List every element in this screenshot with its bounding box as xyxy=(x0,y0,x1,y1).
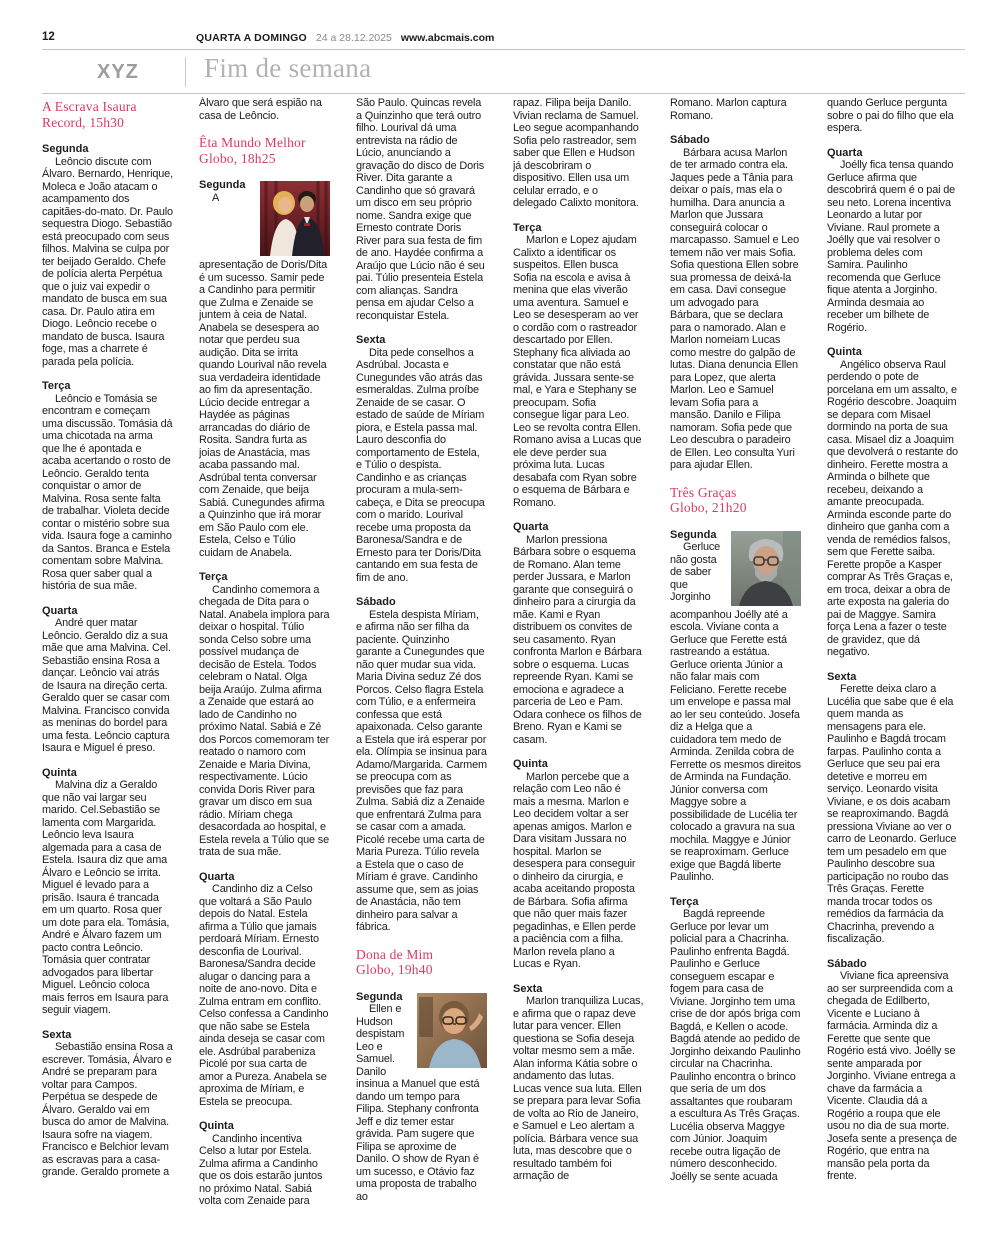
synopsis-text: Ferette deixa claro a Lucélia que sabe que é ela quem manda as mensagens para ele. Paulinho e Bagdá trocam farpas. Paulinho conta a Gerluce que seu pai era detetive e morreu em serviço. Leonardo visita Viviane, e os dois acabam se reaproximando. Bagdá pressiona Viviane ao ver o carro de Leonardo. Gerluce tem um pesadelo em que Paulinho descobre sua participação no roubo das Três Graças. Ferette manda trocar todos os remédios da farmácia da Chacrinha, prevendo a fiscalização. xyxy=(827,683,957,945)
synopsis-paragraph xyxy=(513,771,644,971)
masthead-website: www.abcmais.com xyxy=(400,32,495,44)
show-channel-time: Record, 15h30 xyxy=(42,114,125,130)
page-number: 12 xyxy=(42,31,55,43)
day-heading: Quarta xyxy=(42,604,78,617)
day-heading: Sexta xyxy=(513,982,543,995)
synopsis-text: quando Gerluce pergunta sobre o pai do filho que ela espera. xyxy=(827,97,954,134)
synopsis-text: São Paulo. Quincas revela a Quinzinho que terá outro filho. Lourival dá uma entrevista na rádio de Lúcio, anunciando a gravação do disco de Doris River. Dita garante a Candinho que só gravará um disco em seu próprio nome. Sandra exige que Ernesto contrate Doris River para sua festa de fim de ano. Haydée confirma a Araújo que Lúcio não é seu pai. Túlio presenteia Estela com alianças. Sandra pensa em ajudar Celso a reconquistar Estela. xyxy=(356,97,485,322)
synopsis-text: Marlon e Lopez ajudam Calixto a identificar os suspeitos. Ellen busca Sofia na escola e avisa à menina que elas viverão uma aventura. Samuel e Leo se desesperam ao ver o cordão com o rastreador descartado por Ellen. Stephany fica aliviada ao constatar que não está grávida. Jussara sente-se mal, e Yara e Stephany se preocupam. Sofia consegue ligar para Leo. Leo se revolta contra Ellen. Romano avisa a Lucas que ele deve perder sua próxima luta. Lucas desabafa com Ryan sobre o esquema de Bárbara e Romano. xyxy=(513,234,642,509)
synopsis-paragraph xyxy=(199,883,330,1108)
text-column-2 xyxy=(199,97,330,1232)
show-name: Êta Mundo Melhor xyxy=(199,135,306,150)
synopsis-paragraph xyxy=(356,347,487,585)
synopsis-text: Marlon percebe que a relação com Leo não é mais a mesma. Marlon e Leo decidem voltar a ser apenas amigos. Marlon e Dara visitam Jussara no hospital. Marlon se desespera para conseguir o dinheiro da cirurgia, e acaba aceitando proposta de Bárbara. Sofia afirma que não quer mais fazer pegadinhas, e Ellen perde a paciência com a filha. Marlon revela plano a Lucas e Ryan. xyxy=(513,770,636,970)
header-rule xyxy=(42,49,965,50)
section-rule xyxy=(42,93,965,94)
synopsis-text: Leôncio e Tomásia se encontram e começam uma discussão. Tomásia dá uma chicotada na arma que lhe é apontada e acaba acertando o rosto de Leôncio. Geraldo tenta conquistar o amor de Malvina. Rosa sente falta de trabalhar. Violeta decide contar o mistério sobre sua vida. Isaura foge a caminho da Santos. Branca e Estela comentam sobre Malvina. Rosa quer saber qual a história de sua mãe. xyxy=(42,392,173,592)
synopsis-text: Malvina diz a Geraldo que não vai largar seu marido. Cel.Sebastião se lamenta com Margarida. Leôncio leva Isaura algemada para a casa de Estela. Isaura diz que ama Álvaro e Leôncio se irrita. Miguel é levado para a prisão. Isaura é trancada em um quarto. Rosa quer um dote para ela. Tomásia, André e Álvaro fazem um pacto contra Leôncio. Tomásia quer contratar advogados para libertar Miguel. Leôncio coloca mais ferros em Isaura para seguir viagem. xyxy=(42,779,170,1016)
synopsis-text: Leôncio discute com Álvaro. Bernardo, Henrique, Moleca e João atacam o acampamento dos capitães-do-mato. Dr. Paulo sequestra Diogo. Sebastião está preocupado com seus filhos. Malvina se culpa por ter beijado Geraldo. Chefe de polícia alerta Perpétua que o juiz vai expedir o mandato de busca em sua casa. Dr. Paulo atira em Diogo. Leôncio recebe o mandato de busca. Isaura foge, mas a charrete é parada pela polícia. xyxy=(42,155,173,368)
synopsis-paragraph xyxy=(42,779,173,1017)
synopsis-paragraph xyxy=(199,584,330,859)
day-heading: Terça xyxy=(513,221,542,234)
show-name: A Escrava Isaura xyxy=(42,99,137,114)
masthead-center xyxy=(196,32,494,44)
synopsis-text: Sebastião ensina Rosa a escrever. Tomásia, Álvaro e André se preparam para voltar para Campos. Perpétua se despede de Álvaro. Geraldo vai em busca do amor de Malvina. Isaura sofre na viagem. Francisco e Belchior levam as escravas para a casa-grande. Geraldo promete a xyxy=(42,1041,173,1178)
synopsis-text: Joélly fica tensa quando Gerluce afirma que descobrirá quem é o pai de seu neto. Lorena incentiva Leonardo a lutar por Viviane. Raul promete a Joélly que vai resolver o problema deles com Samira. Paulinho recomenda que Gerluce fique atenta a Jorginho. Arminda desmaia ao receber um bilhete de Rogério. xyxy=(827,159,956,334)
continuation-paragraph xyxy=(356,97,487,322)
masthead-date-range: 24 a 28.12.2025 xyxy=(315,32,392,44)
day-heading: Sexta xyxy=(42,1028,72,1041)
synopsis-paragraph xyxy=(513,995,644,1183)
synopsis-paragraph xyxy=(827,683,958,946)
synopsis-text: Candinho comemora a chegada de Dita para o Natal. Anabela implora para deixar o hospital. Túlio sonda Celso sobre uma possível mudança de decisão de Estela. Todos celebram o Natal. Olga beija Araújo. Zulma afirma a Zenaide que estará ao lado de Candinho no próximo Natal. Sabiá e Zé dos Porcos comemoram ter reatado o namoro com Zenaide e Maria Divina, respectivamente. Lúcio convida Doris River para gravar um disco em sua rádio. Míriam chega desacordada ao hospital, e Estela revela a Túlio que se trata de sua mãe. xyxy=(199,583,330,858)
synopsis-text: Candinho incentiva Celso a lutar por Estela. Zulma afirma a Candinho que os dois estarão juntos no próximo Natal. Sabiá volta com Zenaide para xyxy=(199,1132,323,1207)
text-column-3 xyxy=(356,97,487,1232)
synopsis-paragraph xyxy=(827,159,958,334)
synopsis-text: Candinho diz a Celso que voltará a São Paulo depois do Natal. Estela afirma a Túlio que jamais perdoará Míriam. Ernesto desconfia de Lourival. Baronesa/Sandra decide alugar o dancing para a noite de ano-novo. Dita e Zulma entram em conflito. Celso confessa a Candinho que não sabe se Estela ainda deseja se casar com ele. Asdrúbal parabeniza Picolé por sua carta de amor a Pureza. Anabela se aproxima de Míriam, e Estela se preocupa. xyxy=(199,883,329,1108)
day-heading: Quinta xyxy=(42,766,77,779)
man-gray-beard-photo xyxy=(731,531,801,606)
day-heading: Terça xyxy=(670,895,699,908)
synopsis-text: Marlon tranquiliza Lucas, e afirma que o rapaz deve lutar para vencer. Ellen questiona se Sofia deseja voltar mesmo sem a mãe. Alan informa Kátia sobre o andamento das lutas. Lucas vence sua luta. Ellen se prepara para levar Sofia de volta ao Rio de Janeiro, e Samuel e Leo alertam a polícia. Bárbara vence sua luta, mas descobre que o resultado também foi armação de xyxy=(513,995,644,1182)
show-channel-time: Globo, 18h25 xyxy=(199,150,276,166)
synopsis-text: Viviane fica apreensiva ao ser surpreendida com a chegada de Edilberto, Vicente e Luciano à farmácia. Arminda diz a Ferette que sente que Rogério está vivo. Joélly se sente amparada por Jorginho. Viviane entrega a chave da farmácia a Vicente. Claudia dá a Rogério a roupa que ele usou no dia de sua morte. Josefa sente a presença de Rogério, que entra na mansão pela porta da frente. xyxy=(827,970,957,1182)
text-column-6 xyxy=(827,97,958,1232)
section-divider-bar xyxy=(185,57,186,87)
day-heading: Segunda xyxy=(356,990,403,1003)
day-heading: Terça xyxy=(199,571,228,583)
section-strip xyxy=(42,55,965,91)
continuation-paragraph xyxy=(199,97,330,122)
day-heading: Quarta xyxy=(827,146,863,159)
day-heading: Segunda xyxy=(42,143,89,155)
show-title xyxy=(356,947,487,978)
text-column-5 xyxy=(670,97,801,1232)
synopsis-text: Gerluce não gosta de saber que Jorginho acompanhou Joélly até a escola. Viviane conta a Gerluce que Ferette está rastreando a estátua. Gerluce orienta Júnior a não falar mais com Feliciano. Ferette recebe um envelope e passa mal ao ler seu conteúdo. Josefa diz a Helga que a cuidadora tem medo de Arminda. Zenilda cobra de Ferrette os mesmos direitos de Arminda na Fundação. Júnior conversa com Maggye sobre a possibilidade de Lucélia ter colocado a gravura na sua mochila. Maggye e Júnior se reaproximam. Gerluce exige que Bagdá liberte Paulinho. xyxy=(670,541,801,883)
show-title xyxy=(42,99,173,130)
day-heading: Quinta xyxy=(199,1120,234,1132)
day-heading: Segunda xyxy=(670,528,717,541)
text-column-1 xyxy=(42,97,173,1232)
day-heading: Sábado xyxy=(827,957,867,970)
man-glasses-photo xyxy=(417,993,487,1068)
synopsis-text: Álvaro que será espião na casa de Leôncio. xyxy=(199,97,322,122)
show-title xyxy=(199,135,330,166)
show-channel-time: Globo, 19h40 xyxy=(356,962,433,977)
show-name: Dona de Mim xyxy=(356,946,434,962)
synopsis-paragraph xyxy=(513,534,644,747)
day-heading: Sábado xyxy=(356,596,396,608)
day-heading: Quinta xyxy=(513,758,548,770)
synopsis-text: rapaz. Filipa beija Danilo. Vivian reclama de Samuel. Leo segue acompanhando Sofia pelo rastreador, sem saber que Ellen e Hudson já descobriram o dispositivo. Ellen usa um celular errado, e o delegado Calixto monitora. xyxy=(513,97,639,209)
synopsis-paragraph xyxy=(42,156,173,369)
synopsis-text: Estela despista Míriam, e afirma não ser filha da paciente. Quinzinho garante a Cunegundes que não quer mudar sua vida. Maria Divina seduz Zé dos Porcos. Celso flagra Estela com Túlio, e a enfermeira confessa que está apaixonada. Celso garante a Estela que irá esperar por ela. Olímpia se insinua para Adamo/Margarida. Carmem se preocupa com as previsões que faz para Zulma. Sabiá diz a Zenaide que enfrentará Zulma para se casar com a amada. Picolé recebe uma carta de Maria Pureza. Túlio revela a Estela que o caso de Míriam é grave. Candinho assume que, sem as joias de Anastácia, não tem dinheiro para salvar a fábrica. xyxy=(356,608,487,933)
day-heading: Quarta xyxy=(199,870,235,883)
day-heading: Sexta xyxy=(356,334,386,346)
synopsis-text: Angélico observa Raul perdendo o pote de porcelana em um assalto, e Rogério descobre. Joaquim se depara com Misael dormindo na porta de sua casa. Misael diz a Joaquim que devolverá o restante do dinheiro. Ferette mostra a Arminda o bilhete que recebeu, deixando a amante preocupada. Arminda esconde parte do dinheiro que ganha com a venda de remédios falsos, sem que Ferette saiba. Ferette propõe a Kasper comprar As Três Graças e, em troca, deixar a obra de arte exposta na galeria do pai de Maggye. Samira força Lena a fazer o teste de gravidez, que dá negativo. xyxy=(827,358,958,658)
day-heading: Segunda xyxy=(199,179,246,191)
synopsis-paragraph xyxy=(42,617,173,755)
synopsis-text: André quer matar Leôncio. Geraldo diz a sua mãe que ama Malvina. Cel. Sebastião ensina Rosa a dançar. Leôncio vai atrás de Isaura na direção certa. Geraldo quer se casar com Malvina. Francisco convida as meninas do bordel para uma festa. Leôncio captura Isaura e Miguel é preso. xyxy=(42,617,171,754)
synopsis-paragraph xyxy=(670,147,801,472)
text-column-4 xyxy=(513,97,644,1232)
day-block-with-photo xyxy=(199,179,330,559)
synopsis-paragraph xyxy=(199,1133,330,1208)
day-heading: Sexta xyxy=(827,670,857,683)
synopsis-text: Ellen e Hudson despistam Leo e Samuel. Danilo insinua a Manuel que está dando um tempo para Filipa. Stephany confronta Jeff e diz temer estar grávida. Pam sugere que Filipa se aproxime de Danilo. O show de Ryan é um sucesso, e Otávio faz uma proposta de trabalho ao xyxy=(356,1003,480,1203)
synopsis-paragraph xyxy=(42,1041,173,1179)
day-block-with-photo xyxy=(356,991,487,1204)
continuation-paragraph xyxy=(513,97,644,210)
show-title xyxy=(670,485,801,516)
masthead-day-range: QUARTA A DOMINGO xyxy=(196,32,307,44)
synopsis-paragraph xyxy=(356,609,487,934)
synopsis-paragraph xyxy=(42,393,173,593)
synopsis-text: Dita pede conselhos a Asdrúbal. Jocasta e Cunegundes vão atrás das esmeraldas. Zulma proíbe Zenaide de se casar. O estado de saúde de Míriam piora, e Estela passa mal. Lauro desconfia do comportamento de Estela, e Túlio o despista. Candinho e as crianças procuram a mula-sem-cabeça, e Dita se preocupa com o marido. Lourival recebe uma proposta da Baronesa/Sandra e de Ernesto para ter Doris/Dita cantando em sua festa de fim de ano. xyxy=(356,346,485,584)
synopsis-text: Romano. Marlon captura Romano. xyxy=(670,97,787,122)
synopsis-paragraph xyxy=(670,908,801,1183)
day-heading: Terça xyxy=(42,380,71,392)
day-heading: Quarta xyxy=(513,521,549,533)
day-block-with-photo xyxy=(670,529,801,884)
show-channel-time: Globo, 21h20 xyxy=(670,500,747,515)
continuation-paragraph xyxy=(670,97,801,122)
day-heading: Quinta xyxy=(827,346,862,358)
synopsis-paragraph xyxy=(827,359,958,659)
synopsis-text: A apresentação de Doris/Dita é um sucesso. Samir pede a Candinho para permitir que Zulma e Zenaide se juntem à ceia de Natal. Anabela se desespera ao notar que perdeu sua audição. Dita se irrita quando Lourival não revela sua verdadeira identidade ao fim da apresentação. Lúcio decide entregar a Haydée as páginas arrancadas do diário de Rosita. Sandra furta as joias de Anastácia, mas acaba passando mal. Asdrúbal tenta conversar com Zenaide, que beija Sabiá. Cunegundes afirma a Quinzinho que irá morar em São Paulo com ele. Estela, Celso e Túlio cuidam de Anabela. xyxy=(199,191,328,559)
synopsis-paragraph xyxy=(827,970,958,1183)
brand-logo: XYZ xyxy=(97,61,139,83)
continuation-paragraph xyxy=(827,97,958,135)
synopsis-text: Bagdá repreende Gerluce por levar um policial para a Chacrinha. Paulinho enfrenta Bagdá. Paulinho e Gerluce conseguem escapar e fogem para casa de Viviane. Jorginho tem uma crise de dor após briga com Bagdá, e Kellen o acode. Bagdá atende ao pedido de Jorginho deixando Paulinho circular na Chacrinha. Paulinho encontra o brinco que seria de um dos assaltantes que roubaram a escultura As Três Graças. Lucélia observa Maggye com Júnior. Joaquim recebe outra ligação de número desconhecido. Joélly se sente acuada xyxy=(670,908,801,1183)
section-title: Fim de semana xyxy=(204,53,372,83)
synopsis-text: Marlon pressiona Bárbara sobre o esquema de Romano. Alan teme perder Jussara, e Marlon garante que conseguirá o dinheiro para a cirurgia da mãe. Kami e Ryan distribuem os convites de seu casamento. Ryan confronta Marlon e Bárbara sobre o esquema. Lucas repreende Ryan. Kami se emociona e agradece a parceria de Leo e Pam. Odara conhece os filhos de Breno. Ryan e Kami se casam. xyxy=(513,533,642,746)
day-heading: Sábado xyxy=(670,134,710,146)
show-name: Três Graças xyxy=(670,484,737,500)
synopsis-paragraph xyxy=(513,234,644,509)
synopsis-text: Bárbara acusa Marlon de ter armado contra ela. Jaques pede a Tânia para deixar o país, mas ela o humilha. Dara anuncia a Marlon que Jussara conseguirá colocar o marcapasso. Samuel e Leo temem não ver mais Sofia. Sofia questiona Ellen sobre sua promessa de deixá-la em casa. Davi consegue um advogado para Bárbara, que se declara para o namorado. Alan e Marlon nomeiam Lucas como mestre do galpão de lutas. Diana denuncia Ellen para Lopez, que alerta Marlon. Leo e Samuel levam Sofia para a mansão. Danilo e Filipa namoram. Sofia pede que Leo descubra o paradeiro de Ellen. Leo consulta Yuri para ajudar Ellen. xyxy=(670,146,799,471)
couple-dancing-photo xyxy=(260,181,330,256)
masthead xyxy=(42,31,965,45)
columns-container xyxy=(42,97,958,1232)
